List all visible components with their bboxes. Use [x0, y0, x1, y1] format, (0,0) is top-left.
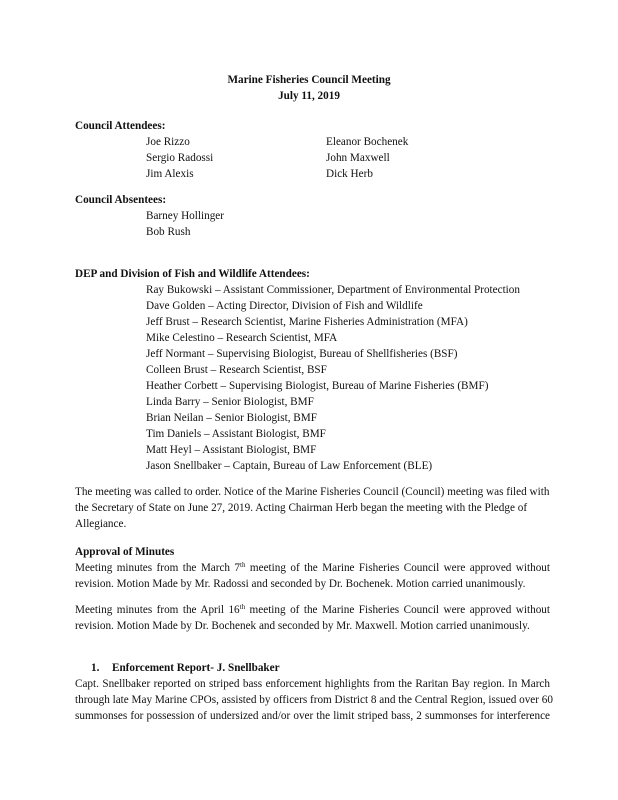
paragraph-line: revision. Motion Made by Dr. Bochenek and seconded by Mr. Maxwell. Motion carried unanimously. [75, 620, 530, 632]
paragraph-line: the Secretary of State on June 27, 2019. Acting Chairman Herb began the meeting with the Pledge of [75, 502, 528, 514]
attendee-name: Joe Rizzo [146, 136, 190, 148]
text-fragment: meeting of the Marine Fisheries Council were approved without [245, 562, 550, 574]
superscript: th [239, 603, 246, 611]
paragraph-line: summonses for possession of undersized and/or over the limit striped bass, 2 summonses for interference [75, 710, 550, 722]
text-fragment: Meeting minutes from the March 7 [75, 562, 241, 574]
dep-attendee: Brian Neilan – Senior Biologist, BMF [146, 412, 317, 424]
item-title: Enforcement Report- J. Snellbaker [112, 662, 280, 674]
dep-attendee: Jeff Normant – Supervising Biologist, Bureau of Shellfisheries (BSF) [146, 348, 458, 360]
attendee-name: Sergio Radossi [146, 152, 214, 164]
paragraph-line: The meeting was called to order. Notice of the Marine Fisheries Council (Council) meeting was filed with [75, 486, 550, 498]
text-fragment: Meeting minutes from the April 16 [75, 604, 240, 616]
dep-attendee: Mike Celestino – Research Scientist, MFA [146, 332, 338, 344]
opening-paragraph [75, 484, 550, 532]
dep-attendees-heading: DEP and Division of Fish and Wildlife Attendees: [75, 268, 310, 280]
superscript: th [240, 561, 246, 569]
item-number: 1. [91, 662, 100, 674]
document-title: Marine Fisheries Council Meeting [227, 74, 391, 86]
paragraph-line [75, 560, 550, 576]
absentee-name: Bob Rush [146, 226, 191, 238]
dep-attendee: Ray Bukowski – Assistant Commissioner, Department of Environmental Protection [146, 284, 520, 296]
attendee-name: Dick Herb [326, 168, 373, 180]
attendees-heading: Council Attendees: [75, 120, 166, 132]
attendee-name: Eleanor Bochenek [326, 136, 409, 148]
attendee-name: Jim Alexis [146, 168, 194, 180]
minutes-heading: Approval of Minutes [75, 546, 175, 558]
meeting-date: July 11, 2019 [278, 90, 340, 102]
dep-attendee: Jeff Brust – Research Scientist, Marine Fisheries Administration (MFA) [146, 316, 468, 328]
paragraph-line: revision. Motion Made by Mr. Radossi and seconded by Dr. Bochenek. Motion carried unanimously. [75, 578, 526, 590]
dep-attendee: Jason Snellbaker – Captain, Bureau of Law Enforcement (BLE) [146, 460, 433, 472]
paragraph-line: Allegiance. [75, 518, 127, 530]
minutes-paragraph-2 [75, 602, 550, 634]
attendee-name: John Maxwell [326, 152, 390, 164]
dep-attendee: Dave Golden – Acting Director, Division of Fish and Wildlife [146, 300, 423, 312]
dep-attendee: Tim Daniels – Assistant Biologist, BMF [146, 428, 326, 440]
dep-attendee: Heather Corbett – Supervising Biologist, Bureau of Marine Fisheries (BMF) [146, 380, 489, 392]
absentees-heading: Council Absentees: [75, 194, 167, 206]
dep-attendee: Colleen Brust – Research Scientist, BSF [146, 364, 327, 376]
text-fragment: meeting of the Marine Fisheries Council were approved without [245, 604, 550, 616]
minutes-paragraph-1 [75, 560, 550, 592]
dep-attendee: Linda Barry – Senior Biologist, BMF [146, 396, 314, 408]
enforcement-paragraph [75, 676, 553, 724]
paragraph-line: Capt. Snellbaker reported on striped bass enforcement highlights from the Raritan Bay region. In March [75, 678, 550, 690]
paragraph-line: through late May Marine CPOs, assisted by officers from District 8 and the Central Region, issued over 60 [75, 694, 553, 706]
absentee-name: Barney Hollinger [146, 210, 224, 222]
paragraph-line [75, 602, 550, 618]
enforcement-heading [91, 660, 280, 676]
dep-attendee: Matt Heyl – Assistant Biologist, BMF [146, 444, 317, 456]
